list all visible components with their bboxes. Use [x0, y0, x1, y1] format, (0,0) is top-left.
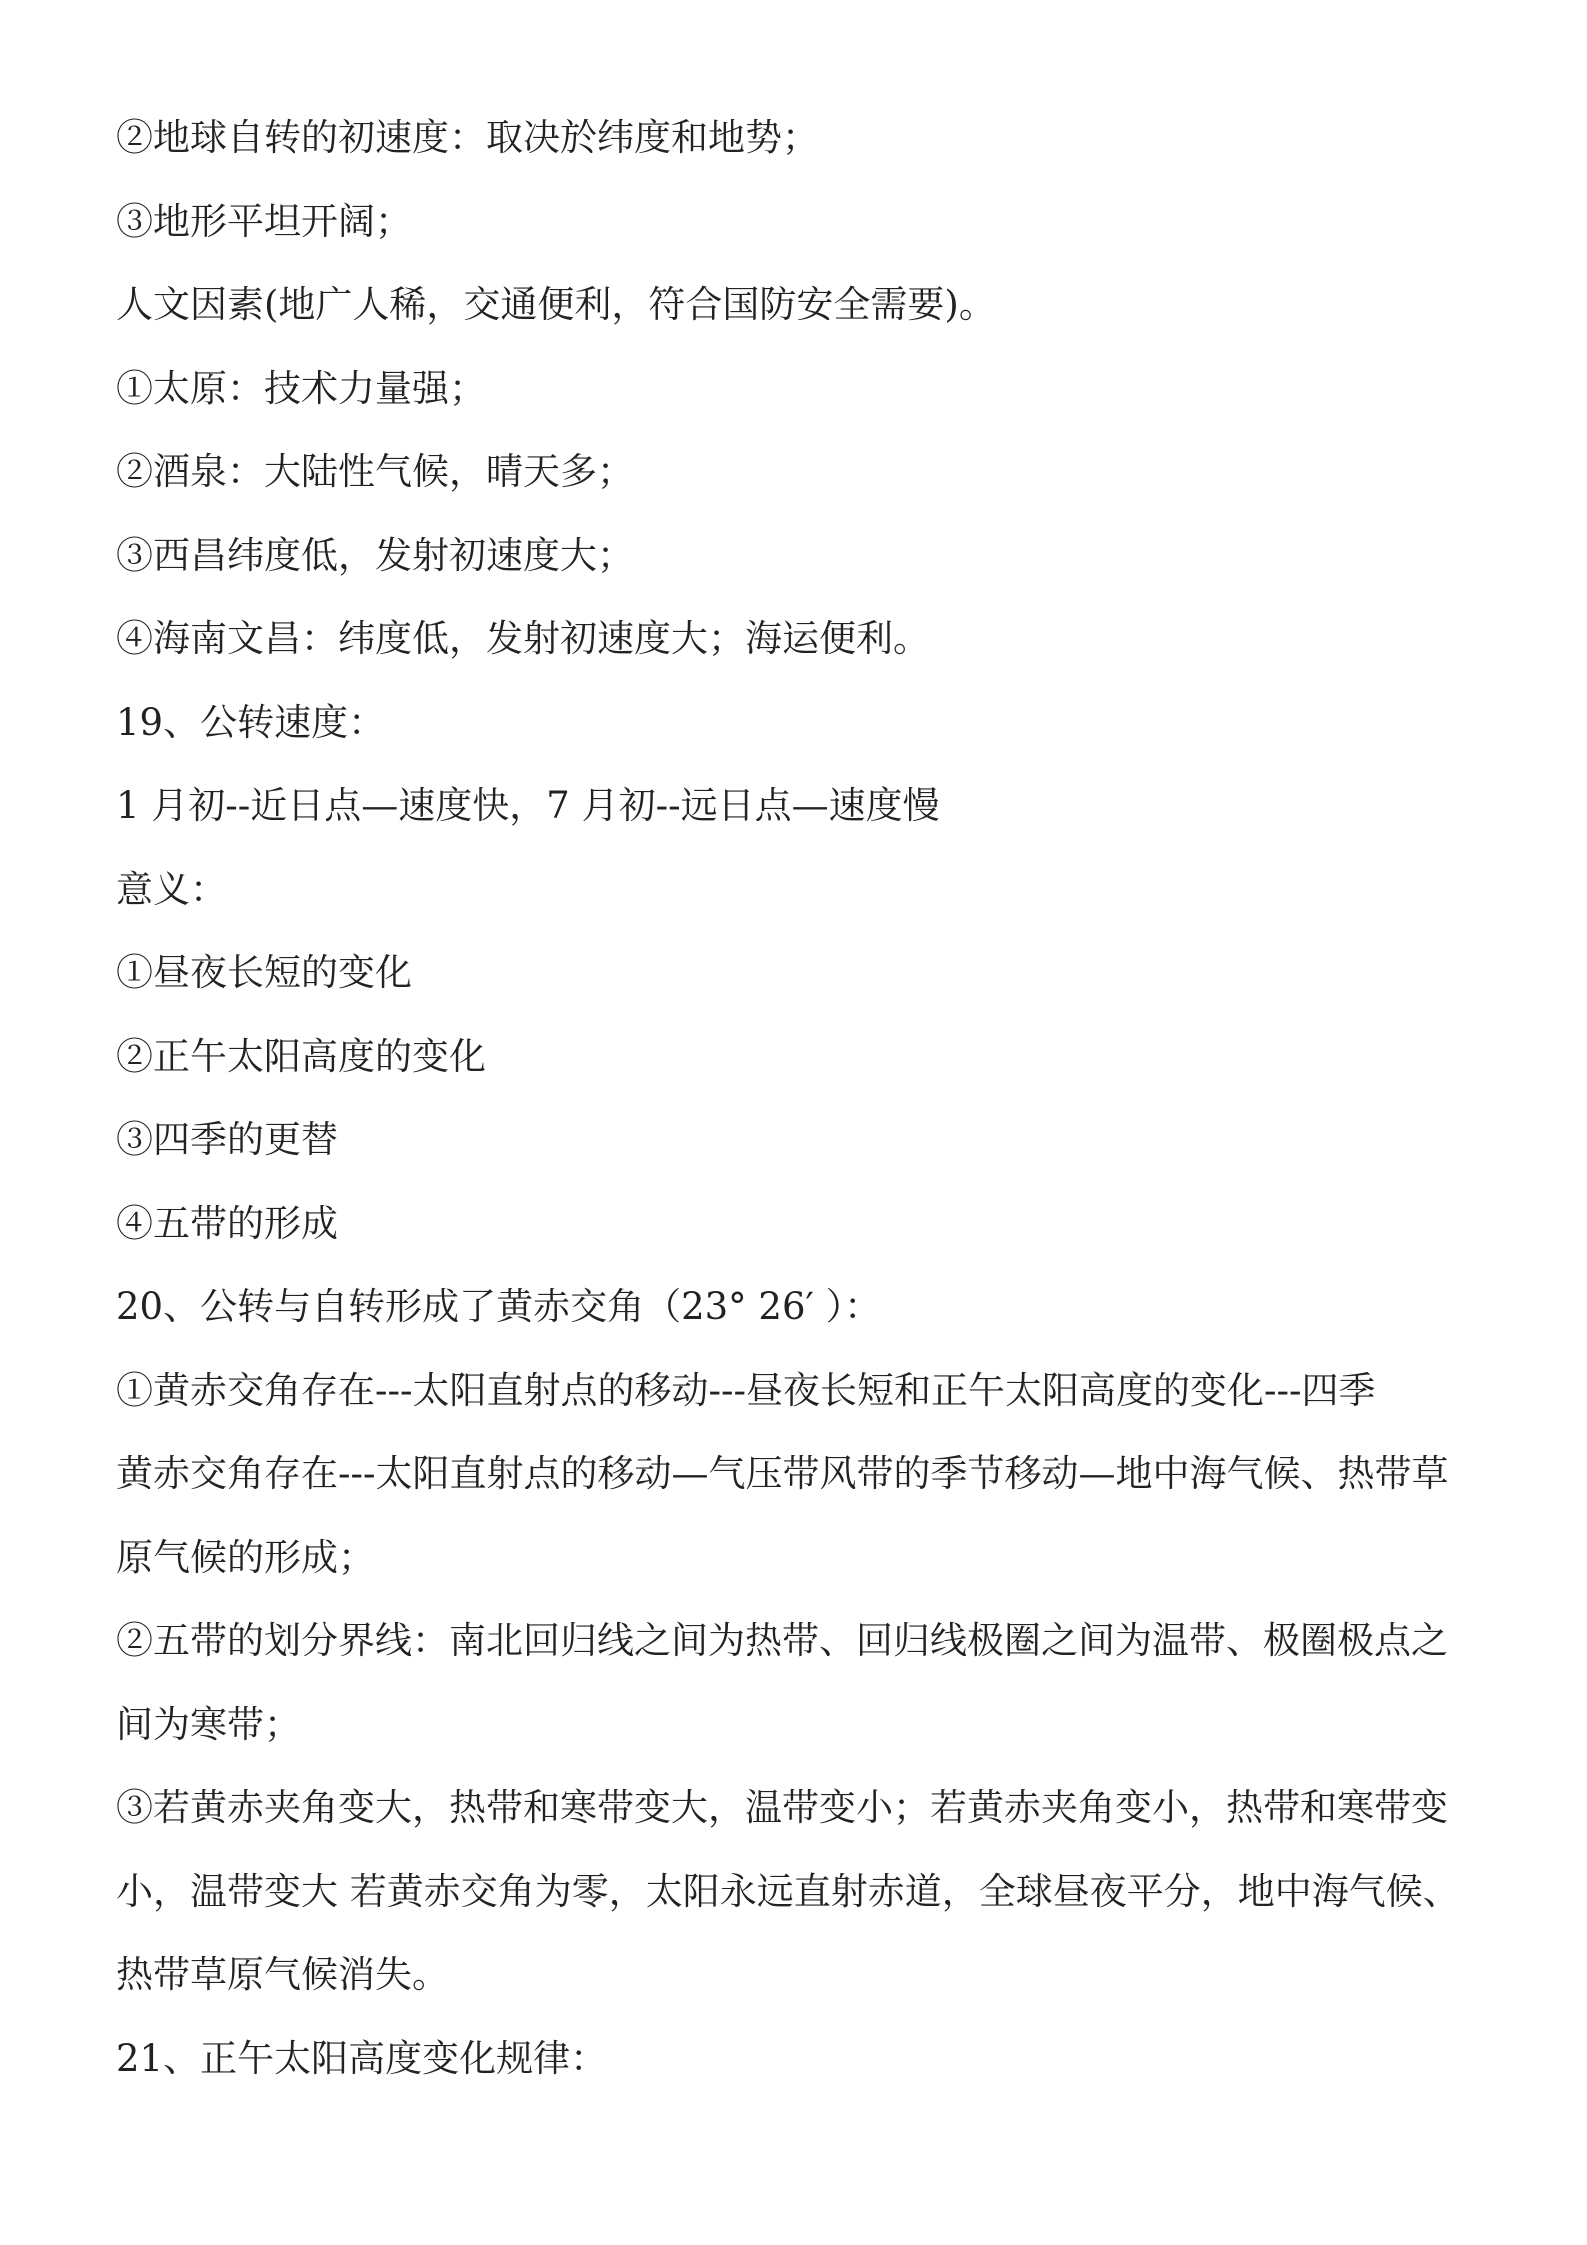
text-line: ②正午太阳高度的变化 — [116, 1034, 486, 1078]
text-line: 1 月初--近日点—速度快，7 月初--远日点—速度慢 — [116, 784, 940, 827]
text-line: 小，温带变大 若黄赤交角为零，太阳永远直射赤道，全球昼夜平分，地中海气候、 — [116, 1869, 1460, 1913]
text-line: ②地球自转的初速度：取决於纬度和地势； — [116, 116, 819, 159]
text-line: ③地形平坦开阔； — [116, 199, 412, 243]
section-heading: 21、正午太阳高度变化规律： — [116, 2036, 608, 2080]
text-line: 原气候的形成； — [116, 1535, 375, 1579]
text-line: 黄赤交角存在---太阳直射点的移动—气压带风带的季节移动—地中海气候、热带草 — [116, 1452, 1449, 1495]
text-line: ③西昌纬度低，发射初速度大； — [116, 533, 634, 577]
text-line: ②酒泉：大陆性气候，晴天多； — [116, 450, 634, 493]
text-line: ①太原：技术力量强； — [116, 366, 486, 410]
text-line: ①黄赤交角存在---太阳直射点的移动---昼夜长短和正午太阳高度的变化---四季 — [116, 1368, 1376, 1412]
text-line: ③四季的更替 — [116, 1118, 338, 1161]
text-line: ④海南文昌：纬度低，发射初速度大；海运便利。 — [116, 617, 930, 660]
text-line: 间为寒带； — [116, 1702, 301, 1746]
document-page — [116, 112, 1486, 2116]
text-line: ④五带的形成 — [116, 1201, 338, 1245]
text-line: ③若黄赤夹角变大，热带和寒带变大，温带变小；若黄赤夹角变小，热带和寒带变 — [116, 1786, 1448, 1829]
text-line: 热带草原气候消失。 — [116, 1953, 449, 1996]
section-heading: 20、公转与自转形成了黄赤交角（23° 26′ ）： — [116, 1285, 882, 1328]
text-line: ②五带的划分界线：南北回归线之间为热带、回归线极圈之间为温带、极圈极点之 — [116, 1619, 1448, 1662]
text-line: 人文因素(地广人稀，交通便利，符合国防安全需要)。 — [116, 283, 996, 326]
text-line: 意义： — [116, 867, 227, 911]
text-line: ①昼夜长短的变化 — [116, 951, 412, 994]
section-heading: 19、公转速度： — [116, 700, 386, 744]
